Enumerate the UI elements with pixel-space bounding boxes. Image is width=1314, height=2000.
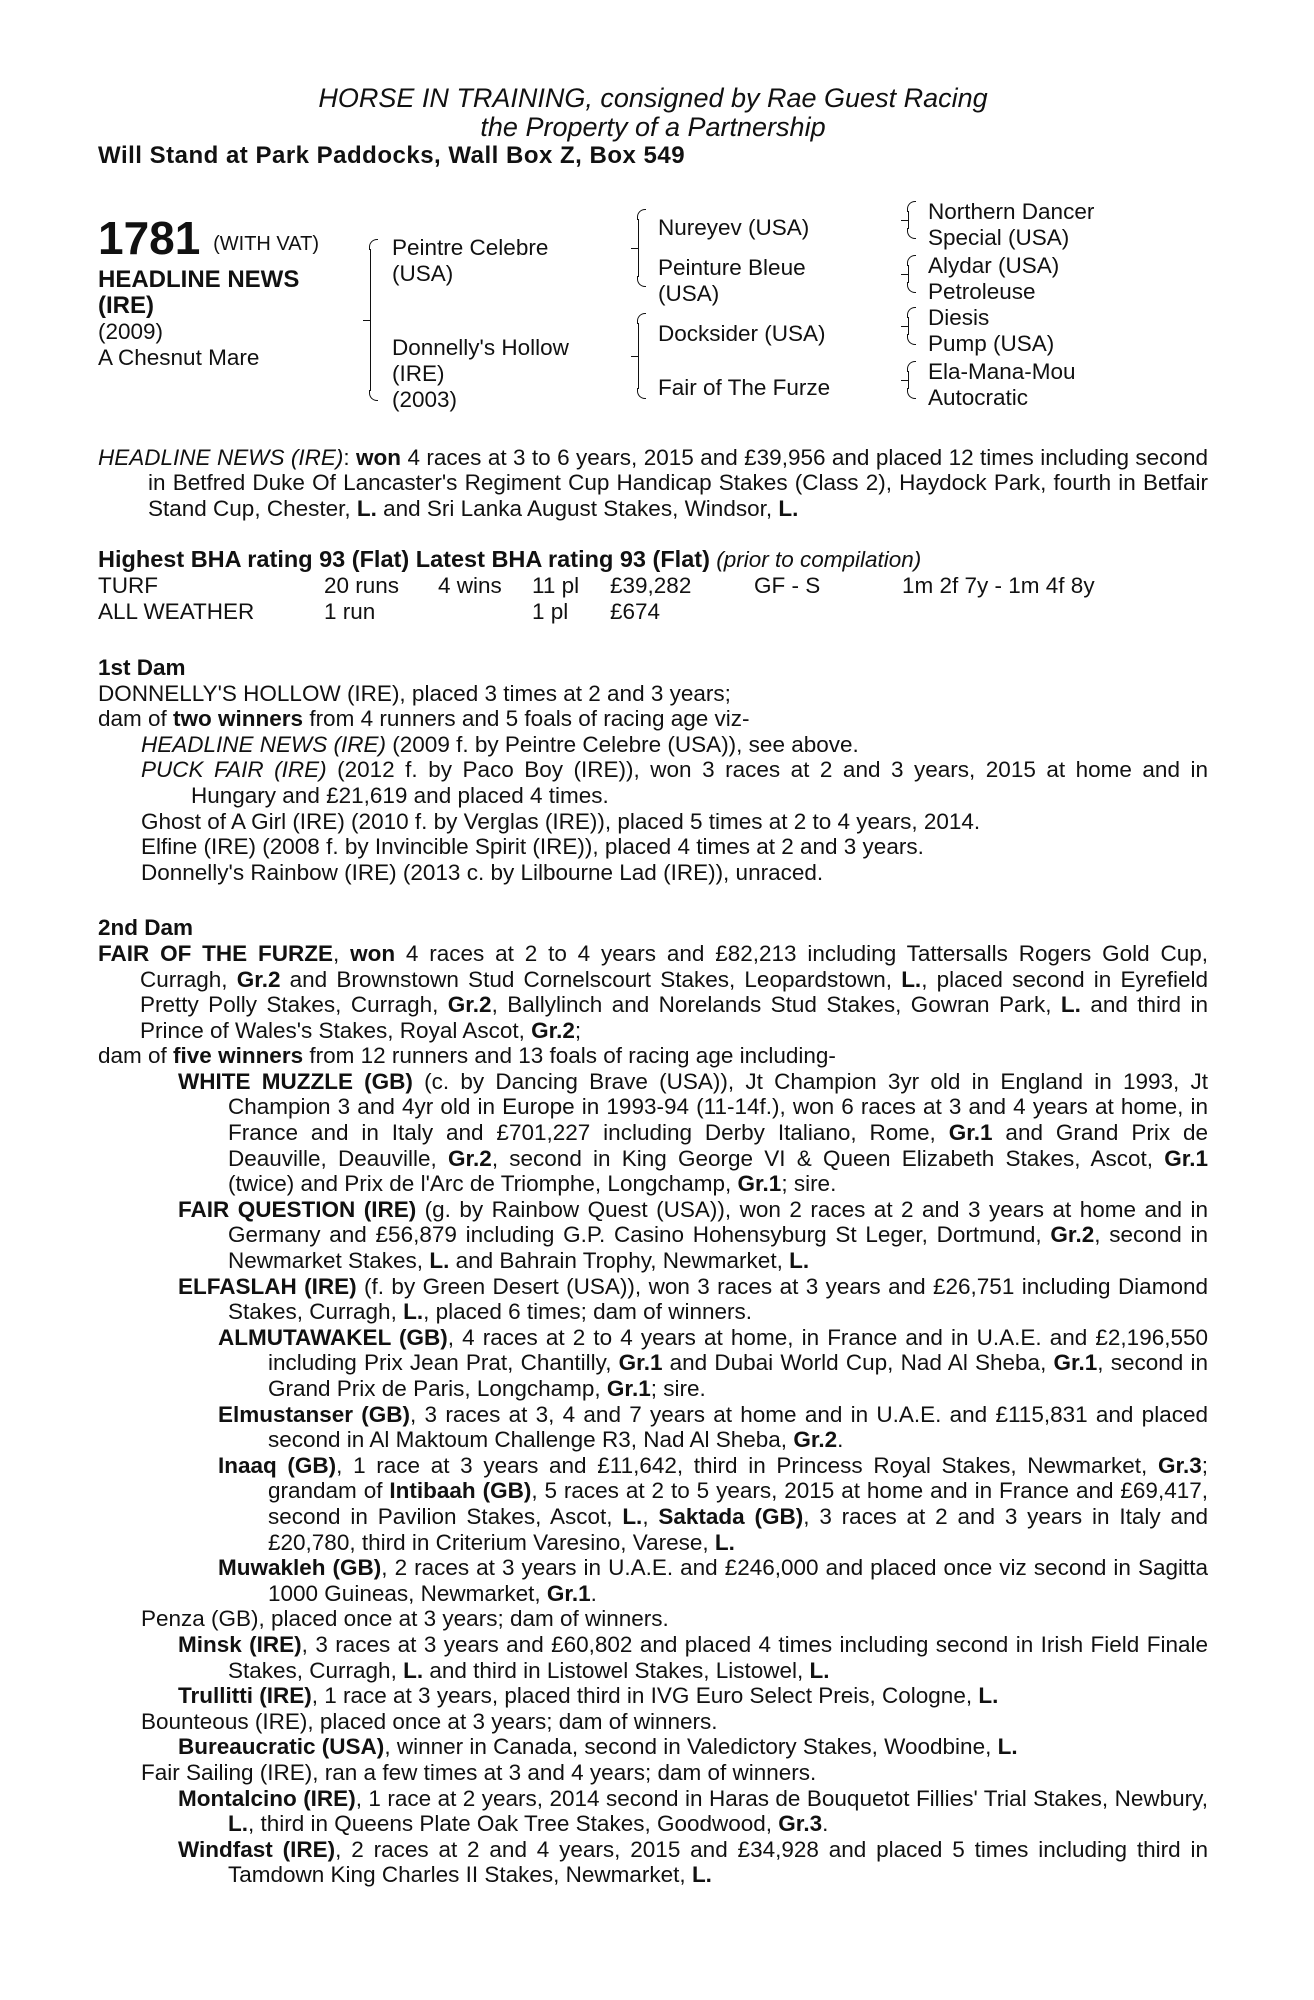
summary-listed-2: L. [778,495,799,521]
dds-line2: Autocratic [928,384,1029,410]
ina-t4: , [642,1503,659,1529]
fq-l-b: L. [789,1248,810,1274]
turf-wins: 4 wins [438,572,502,598]
d1-winners: two winners [173,706,304,732]
pedigree-bracket-dds [908,371,909,389]
produce-fair-sailing: Fair Sailing (IRE), ran a few times at 3 and 4 years; dam of winners. [141,1759,817,1785]
rating-heading: Highest BHA rating 93 (Flat) Latest BHA rating 93 (Flat) [98,546,710,573]
alm-gr1-a: Gr.1 [618,1350,663,1376]
min-l-b: L. [809,1657,830,1683]
fq-t2: , second in Newmarket Stakes, [228,1222,1208,1274]
mon-gr3: Gr.3 [778,1811,823,1837]
summary-won: won [356,444,402,470]
d2-t6: ; [574,1017,582,1043]
d2-winners: five winners [173,1043,304,1069]
d1-dam-of: dam of [98,706,174,732]
sire-suffix: (USA) [392,260,454,286]
sire-dam-suffix: (USA) [658,280,720,306]
sds-line1: Alydar (USA) [928,252,1060,278]
summary-text1: 4 races at 3 to 6 years, 2015 and £39,956 and placed 12 times including second in Betfred Duke Of Lancaster's Regiment Cup Handicap Stakes (Class 2), Haydock Park, fourth in Betfair Stand Cup, Chester, [148,444,1208,521]
turf-record [98,573,1208,599]
d2-foals: from 12 runners and 13 foals of racing age including- [303,1043,836,1069]
dam-sire: Docksider (USA) [658,320,826,346]
d2-t4: , Ballylinch and Norelands Stud Stakes, Gowran Park, [491,992,1061,1018]
produce-fair-question [98,1197,1208,1274]
ina-l-b: L. [714,1529,735,1555]
aw-money: £674 [610,598,661,624]
ina-gr3: Gr.3 [1157,1452,1202,1478]
dam-suffix: (IRE) [392,360,445,386]
alm-gr1-c: Gr.1 [606,1376,651,1401]
produce-headline-news [98,732,1208,758]
wm-t3: , second in King George VI & Queen Elizabeth Stakes, Ascot, [491,1145,1165,1171]
fq-t1: (g. by Rainbow Quest (USA)), won 2 races at 2 and 3 years at home and in Germany and £56,879 including G.P. Casino Hohensyburg St Leger, Dortmund, [228,1196,1209,1248]
produce-inaaq [98,1453,1208,1555]
ina-t2: ; grandam of [268,1452,1208,1504]
pedigree-bracket-sss [908,211,909,229]
d2-gr2-b: Gr.2 [447,992,492,1018]
d2-t2: and Brownstown Stud Cornelscourt Stakes, Leopardstown, [280,966,902,992]
p2-name: PUCK FAIR (IRE) [141,757,327,783]
mon-l: L. [228,1811,248,1837]
dam-name: Donnelly's Hollow [392,334,569,360]
min-l-a: L. [403,1657,424,1683]
alm-gr1-b: Gr.1 [1053,1350,1098,1376]
rating-line [98,547,1208,573]
horse-year: (2009) [98,318,164,344]
muw-t2: . [590,1580,597,1606]
sire-sire: Nureyev (USA) [658,214,810,240]
wm-gr2: Gr.2 [448,1145,492,1171]
fq-l-a: L. [429,1248,450,1274]
alm-t3: , second in Grand Prix de Paris, Longchamp, [268,1350,1208,1401]
produce-elfine: Elfine (IRE) (2008 f. by Invincible Spirit (IRE)), placed 4 times at 2 and 3 years. [141,834,924,860]
alm-t2: and Dubai World Cup, Nad Al Sheba, [662,1350,1054,1376]
produce-bureaucratic [98,1734,1208,1760]
dam-year: (2003) [392,386,458,412]
d2-l-b: L. [1060,992,1081,1018]
property-line: the Property of a Partnership [480,112,826,142]
produce-white-muzzle [98,1069,1208,1197]
bur-name: Bureaucratic (USA) [178,1734,385,1760]
sss-line2: Special (USA) [928,224,1070,250]
summary-text2: and Sri Lanka August Stakes, Windsor, [376,495,779,521]
fq-t3: and Bahrain Trophy, Newmarket, [449,1248,790,1274]
elm-gr2: Gr.2 [793,1427,838,1453]
horse-suffix: (IRE) [98,291,154,319]
produce-elmustanser [98,1402,1208,1453]
turf-placed: 11 pl [532,572,580,598]
tru-l: L. [978,1683,999,1709]
consignor-line: HORSE IN TRAINING, consigned by Rae Guest Racing [318,83,988,113]
muw-name: Muwakleh (GB) [218,1555,382,1581]
first-dam-heading: 1st Dam [98,654,186,680]
first-dam-line: DONNELLY'S HOLLOW (IRE), placed 3 times at 2 and 3 years; [98,680,731,706]
produce-windfast [98,1837,1208,1888]
dss-line2: Pump (USA) [928,330,1055,356]
ina-t1: , 1 race at 3 years and £11,642, third in Princess Royal Stakes, Newmarket, [336,1452,1158,1478]
muw-gr1: Gr.1 [546,1580,591,1606]
second-dam-record: FAIR OF THE FURZE, won 4 races at 2 to 4 years and £82,213 including Tattersalls Rogers Gold Cup, Curragh, Gr.2 and Brownstown Stud Cornelscourt Stakes, Leopardstown, L., placed second in Eyrefield Pretty Polly Stakes, Curragh, Gr.2, Ballylinch and Norelands Stud Stakes, Gowran Park, L. and third in Prince of Wales's Stakes, Royal Ascot, Gr.2; [98,940,1208,1043]
muw-t1: , 2 races at 3 years in U.A.E. and £246,000 and placed once viz second in Sagitta 1000 Guineas, Newmarket, [268,1555,1209,1606]
elm-t2: . [837,1427,844,1453]
elm-t1: , 3 races at 3, 4 and 7 years at home and in U.A.E. and £115,831 and placed second in Al Maktoum Challenge R3, Nad Al Sheba, [268,1401,1208,1453]
elf-name: ELFASLAH (IRE) [178,1273,357,1299]
pedigree-bracket-dss [908,317,909,335]
d2-t5: and third in Prince of Wales's Stakes, Royal Ascot, [140,992,1208,1043]
summary-listed: L. [356,495,377,521]
produce-muwakleh [98,1555,1208,1606]
horse-description: A Chesnut Mare [98,344,260,370]
win-name: Windfast (IRE) [178,1836,336,1862]
wm-gr1-a: Gr.1 [948,1120,993,1146]
win-l: L. [691,1862,712,1888]
produce-montalcino [98,1786,1208,1837]
catalogue-page [98,84,1208,1888]
aw-runs: 1 run [324,598,376,624]
alm-name: ALMUTAWAKEL (GB) [218,1324,448,1350]
mon-name: Montalcino (IRE) [178,1785,356,1811]
mon-t1: , 1 race at 2 years, 2014 second in Haras de Bouquetot Fillies' Trial Stakes, Newbury, [355,1785,1208,1811]
alm-t1: , 4 races at 2 to 4 years at home, in France and in U.A.E. and £2,196,550 including Prix Jean Prat, Chantilly, [268,1324,1209,1376]
wm-name: WHITE MUZZLE (GB) [178,1068,413,1094]
aw-label: ALL WEATHER [98,598,255,624]
wm-t5: ; sire. [781,1171,837,1197]
lot-number [98,211,320,267]
sire-name: Peintre Celebre [392,234,549,260]
race-summary: HEADLINE NEWS (IRE): won 4 races at 3 to 6 years, 2015 and £39,956 and placed 12 times including second in Betfred Duke Of Lancaster's Regiment Cup Handicap Stakes (Class 2), Haydock Park, fourth in Betfair Stand Cup, Chester, L. and Sri Lanka August Stakes, Windsor, L. [98,444,1208,521]
vat-note: (WITH VAT) [213,232,320,255]
elf-t1: (f. by Green Desert (USA)), won 3 races at 3 years and £26,751 including Diamond Stakes, Curragh, [228,1273,1208,1325]
turf-label: TURF [98,572,158,598]
elm-name: Elmustanser (GB) [218,1401,411,1427]
aw-record [98,599,1208,625]
d2-gr2-c: Gr.2 [531,1017,575,1043]
second-dam-heading: 2nd Dam [98,915,194,941]
produce-trullitti [98,1683,1208,1709]
wm-t2: and Grand Prix de Deauville, Deauville, [228,1120,1209,1171]
ina-l-a: L. [622,1503,643,1529]
p1-text: (2009 f. by Peintre Celebre (USA)), see above. [386,731,859,757]
bur-l: L. [997,1734,1018,1760]
first-dam-produce-intro [98,706,1208,732]
d2-name: FAIR OF THE FURZE [98,940,333,966]
elf-t2: , placed 6 times; dam of winners. [423,1299,752,1325]
produce-penza: Penza (GB), placed once at 3 years; dam of winners. [141,1606,669,1632]
lot-number-value: 1781 [98,211,201,264]
pedigree-bracket-dam [638,323,639,389]
bur-t1: , winner in Canada, second in Valedictory Stakes, Woodbine, [384,1734,998,1760]
min-t2: and third in Listowel Stakes, Listowel, [423,1657,810,1683]
sak-name: Saktada (GB) [658,1503,804,1529]
sire-dam: Peinture Bleue [658,254,806,280]
produce-minsk [98,1632,1208,1683]
produce-donnellys-rainbow: Donnelly's Rainbow (IRE) (2013 c. by Lilbourne Lad (IRE)), unraced. [141,859,824,885]
horse-name: HEADLINE NEWS [98,265,300,293]
aw-placed: 1 pl [532,598,569,624]
tru-name: Trullitti (IRE) [178,1683,312,1709]
pedigree-bracket-main [370,249,371,391]
d2-l-a: L. [901,966,922,992]
ina-t3: , 5 races at 2 to 5 years, 2015 at home and in France and £69,417, second in Pavilion Stakes, Ascot, [268,1478,1208,1529]
turf-money: £39,282 [610,572,692,598]
d1-foals: from 4 runners and 5 foals of racing age viz- [303,706,750,732]
p2-text: (2012 f. by Paco Boy (IRE)), won 3 races at 2 and 3 years, 2015 at home and in Hungary and £21,619 and placed 4 times. [191,757,1208,808]
elf-l: L. [403,1299,424,1325]
summary-horse: HEADLINE NEWS (IRE) [98,444,344,470]
int-name: Intibaah (GB) [389,1478,532,1504]
turf-going: GF - S [754,572,821,598]
pedigree-bracket-sds [908,265,909,283]
win-t1: , 2 races at 2 and 4 years, 2015 and £34,928 and placed 5 times including third in Tamdown King Charles II Stakes, Newmarket, [228,1836,1208,1888]
dds-line1: Ela-Mana-Mou [928,358,1076,384]
second-dam-produce-intro [98,1043,1208,1069]
fq-name: FAIR QUESTION (IRE) [178,1196,417,1222]
produce-elfaslah [98,1274,1208,1325]
tru-t1: , 1 race at 3 years, placed third in IVG Euro Select Preis, Cologne, [311,1683,979,1709]
d2-t3: , placed second in Eyrefield Pretty Polly Stakes, Curragh, [140,966,1208,1018]
wm-gr1-c: Gr.1 [737,1171,782,1197]
produce-ghost-of-a-girl: Ghost of A Girl (IRE) (2010 f. by Verglas (IRE)), placed 5 times at 2 to 4 years, 2014. [141,808,981,834]
d2-dam-of: dam of [98,1043,174,1069]
rating-note: (prior to compilation) [716,547,922,573]
p1-name: HEADLINE NEWS (IRE) [141,731,387,757]
stand-location: Will Stand at Park Paddocks, Wall Box Z, Box 549 [98,142,686,169]
ina-t5: , 3 races at 2 and 3 years in Italy and £20,780, third in Criterium Varesino, Varese, [268,1503,1208,1555]
produce-puck-fair [98,757,1208,808]
turf-distance: 1m 2f 7y - 1m 4f 8y [902,572,1095,598]
d2-won: won [350,940,396,966]
turf-runs: 20 runs [324,572,400,598]
mon-t2: , third in Queens Plate Oak Tree Stakes, Goodwood, [248,1811,779,1837]
d2-t1: 4 races at 2 to 4 years and £82,213 including Tattersalls Rogers Gold Cup, Curragh, [140,940,1208,992]
mon-t3: . [822,1811,829,1837]
dss-line1: Diesis [928,304,990,330]
d2-gr2-a: Gr.2 [236,966,281,992]
wm-gr1-b: Gr.1 [1164,1145,1208,1171]
sds-line2: Petroleuse [928,278,1036,304]
min-name: Minsk (IRE) [178,1631,302,1657]
alm-t4: ; sire. [650,1376,706,1401]
dam-dam: Fair of The Furze [658,374,831,400]
pedigree-bracket-sire [638,219,639,277]
wm-t4: (twice) and Prix de l'Arc de Triomphe, Longchamp, [228,1171,738,1197]
fq-gr2: Gr.2 [1050,1222,1095,1248]
pedigree-table [98,198,1208,445]
ina-name: Inaaq (GB) [218,1452,337,1478]
sss-line1: Northern Dancer [928,198,1095,224]
min-t1: , 3 races at 3 years and £60,802 and placed 4 times including second in Irish Field Finale Stakes, Curragh, [228,1631,1208,1683]
produce-almutawakel [98,1325,1208,1402]
produce-bounteous: Bounteous (IRE), placed once at 3 years; dam of winners. [141,1708,718,1734]
wm-t1: (c. by Dancing Brave (USA)), Jt Champion 3yr old in England in 1993, Jt Champion 3 and 4yr old in Europe in 1993-94 (11-14f.), won 6 races at 3 and 4 years at home, in France and in Italy and £701,227 including Derby Italiano, Rome, [228,1068,1208,1146]
